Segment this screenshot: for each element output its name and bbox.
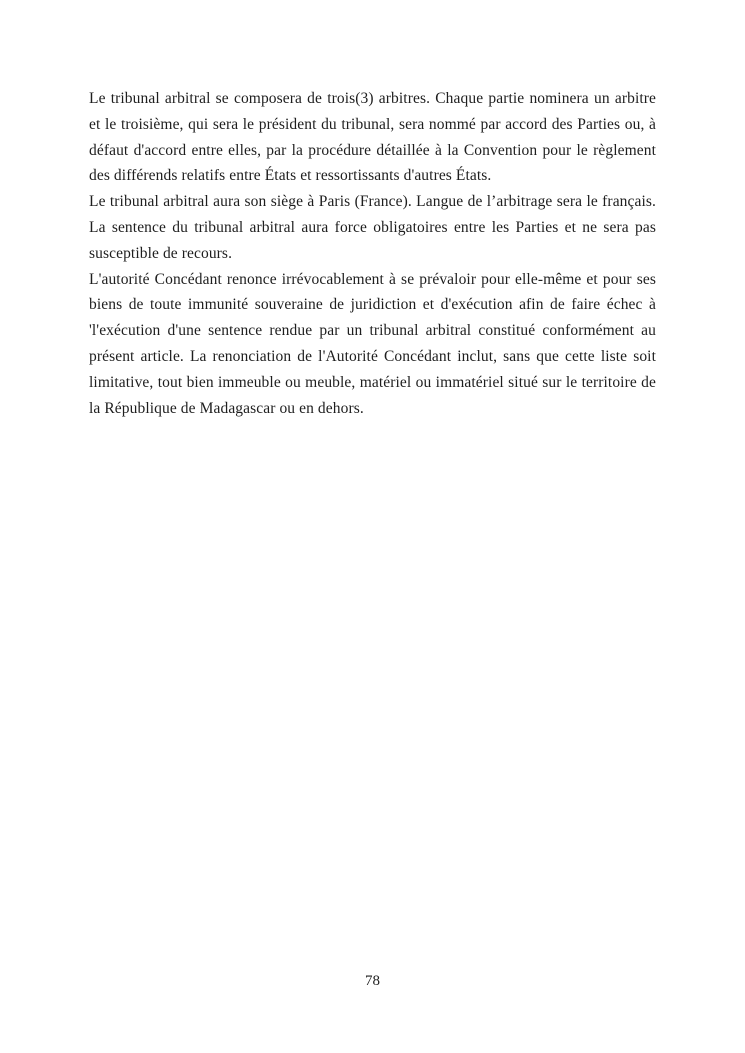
page-footer <box>0 971 745 991</box>
paragraph-immunity-waiver: L'autorité Concédant renonce irrévocablement à se prévaloir pour elle-même et pour ses biens de toute immunité souveraine de juridiction et d'exécution afin de faire échec à 'l'exécution d'une sentence rendue par un tribunal arbitral constitué conformément au présent article. La renonciation de l'Autorité Concédant inclut, sans que cette liste soit limitative, tout bien immeuble ou meuble, matériel ou immatériel situé sur le territoire de la République de Madagascar ou en dehors. <box>89 270 656 417</box>
page-number: 78 <box>365 973 380 989</box>
body-text <box>89 86 656 421</box>
paragraph-arbitral-composition: Le tribunal arbitral se composera de trois(3) arbitres. Chaque partie nominera un arbitre et le troisième, qui sera le président du tribunal, sera nommé par accord des Parties ou, à défaut d'accord entre elles, par la procédure détaillée à la Convention pour le règlement des différends relatifs entre États et ressortissants d'autres États. <box>89 90 656 185</box>
paragraph-arbitral-seat: Le tribunal arbitral aura son siège à Paris (France). Langue de l’arbitrage sera le français. La sentence du tribunal arbitral aura force obligatoires entre les Parties et ne sera pas susceptible de recours. <box>89 193 656 262</box>
